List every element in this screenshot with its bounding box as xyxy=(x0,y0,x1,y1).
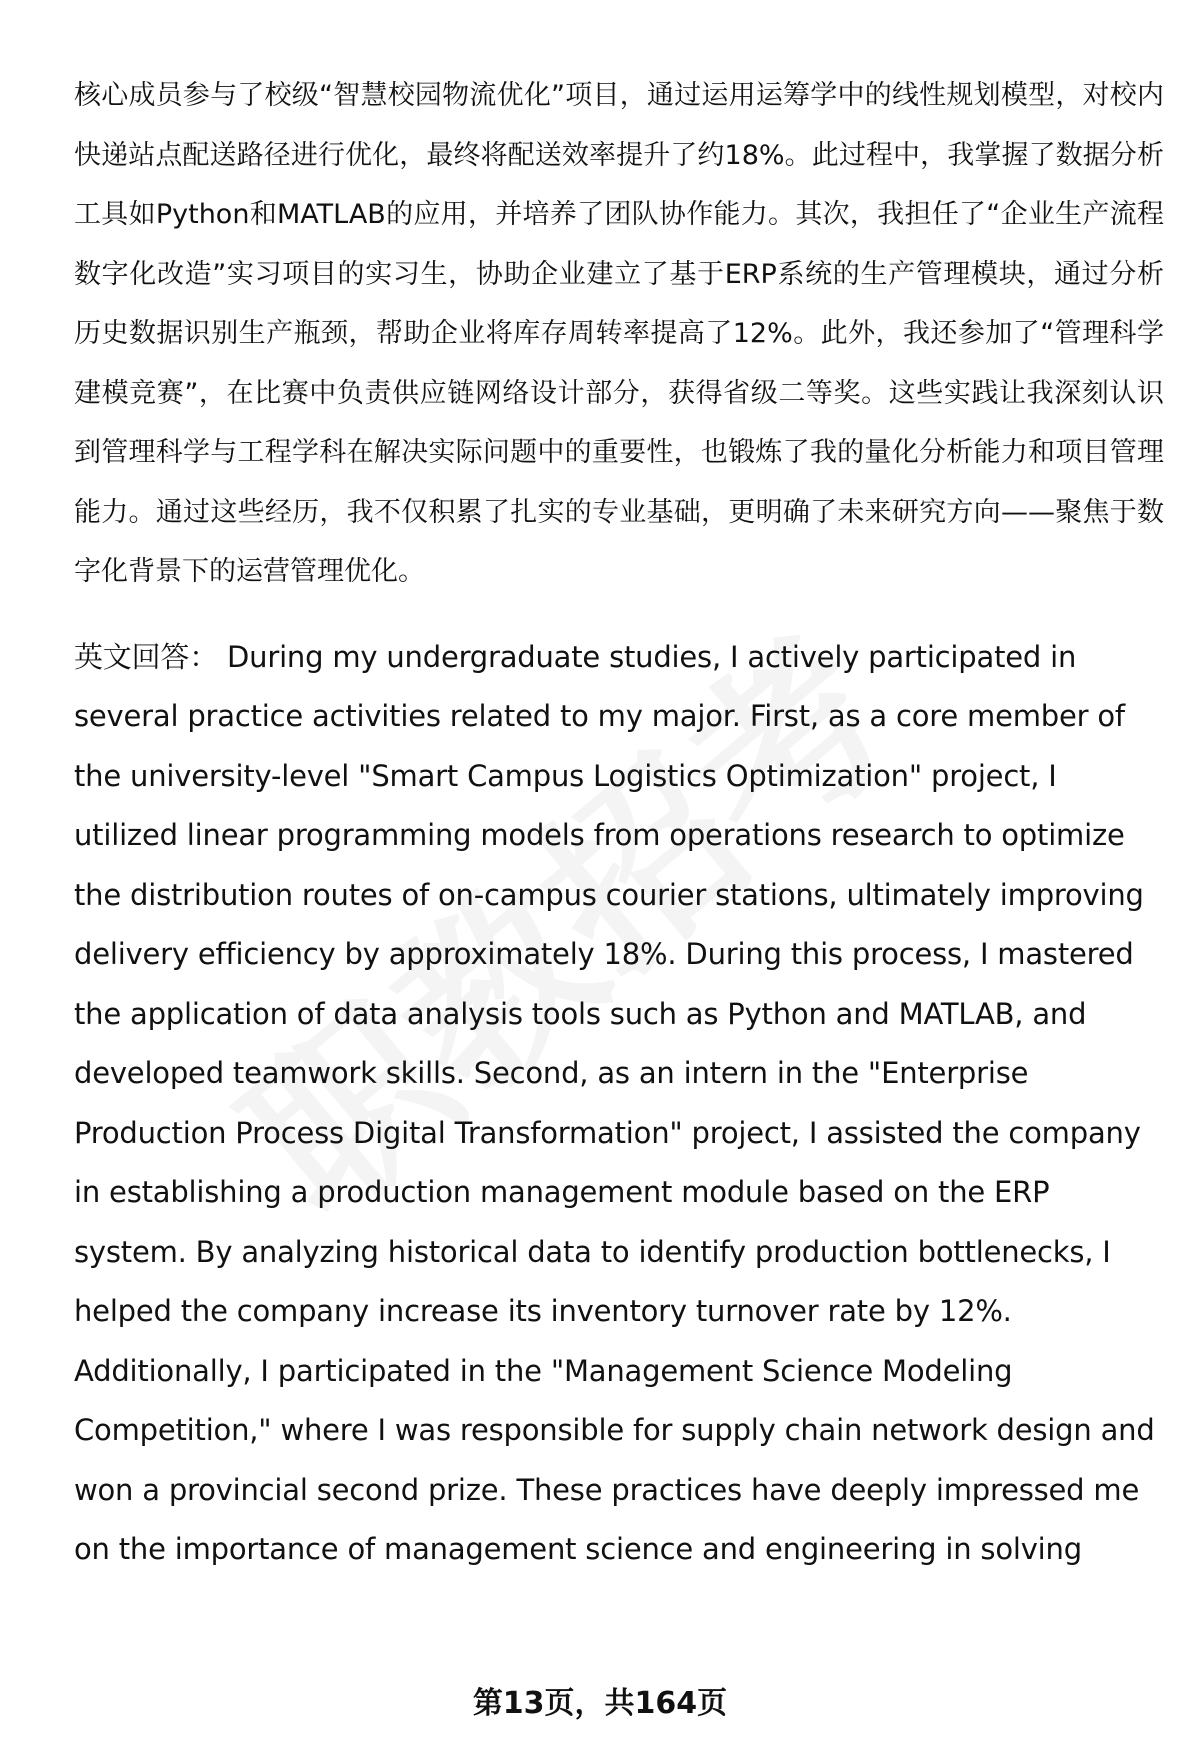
english-answer-paragraph xyxy=(74,628,1164,1580)
document-body xyxy=(74,66,1164,1580)
page-number-footer: 第13页，共164页 xyxy=(472,1686,728,1721)
english-answer-text: During my undergraduate studies, I actively participated in several practice activities related to my major. First, as a core member of the university-level "Smart Campus Logistics Optimization" project, I utilized linear programming models from operations research to optimize the distribution routes of on-campus courier stations, ultimately improving delivery efficiency by approximately 18%. During this process, I mastered the application of data analysis tools such as Python and MATLAB, and developed teamwork skills. Second, as an intern in the "Enterprise Production Process Digital Transformation" project, I assisted the company in establishing a production management module based on the ERP system. By analyzing historical data to identify production bottlenecks, I helped the company increase its inventory turnover rate by 12%. Additionally, I participated in the "Management Science Modeling Competition," where I was responsible for supply chain network design and won a provincial second prize. These practices have deeply impressed me on the importance of management science and engineering in solving xyxy=(74,639,1155,1566)
chinese-answer-paragraph: 核心成员参与了校级“智慧校园物流优化”项目，通过运用运筹学中的线性规划模型，对校内快递站点配送路径进行优化，最终将配送效率提升了约18%。此过程中，我掌握了数据分析工具如Python和MATLAB的应用，并培养了团队协作能力。其次，我担任了“企业生产流程数字化改造”实习项目的实习生，协助企业建立了基于ERP系统的生产管理模块，通过分析历史数据识别生产瓶颈，帮助企业将库存周转率提高了12%。此外，我还参加了“管理科学建模竞赛”，在比赛中负责供应链网络设计部分，获得省级二等奖。这些实践让我深刻认识到管理科学与工程学科在解决实际问题中的重要性，也锻炼了我的量化分析能力和项目管理能力。通过这些经历，我不仅积累了扎实的专业基础，更明确了未来研究方向——聚焦于数字化背景下的运营管理优化。 xyxy=(74,80,1164,587)
english-answer-label: 英文回答： xyxy=(74,639,219,674)
